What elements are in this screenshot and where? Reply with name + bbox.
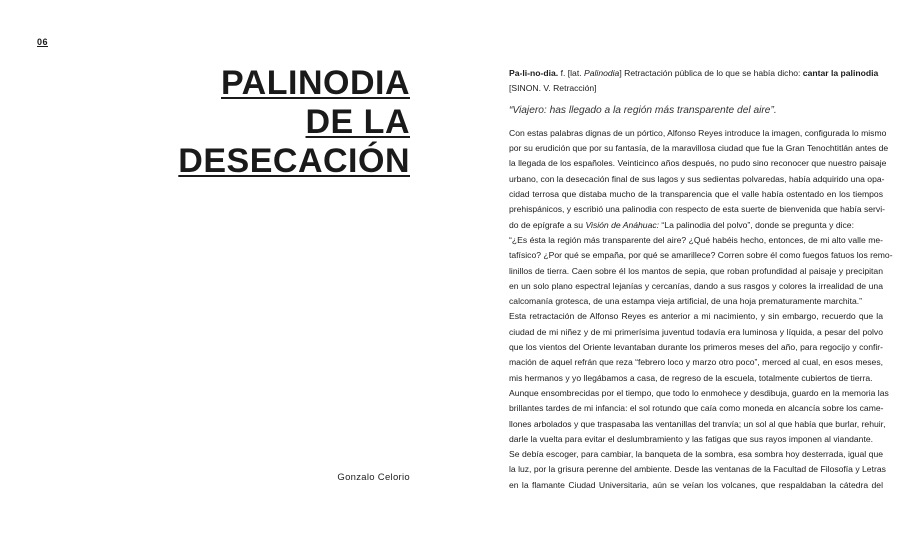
body-line: prehispánicos, y escribió una palinodia con respecto de esta suerte de bienvenida que había servi- (509, 204, 885, 215)
body-fragment: “La palinodia del polvo”, donde se pregunta y dice: (659, 219, 854, 230)
body-line: urbano, con la desecación final de sus lagos y sus sedientas polvaredas, había adquirido una opa- (509, 173, 885, 184)
body-line: calcomanía grotesca, de una estampa vieja artificial, de una hoja prematuramente marchita.” (509, 296, 863, 307)
title-line-3: DESECACIÓN (178, 142, 410, 180)
text-column (509, 66, 893, 493)
body-line: en un solo plano espectral lejanías y cercanías, dando a sus rasgos y colores la irrealidad de una (509, 280, 883, 291)
body-line: que los vientos del Oriente levantaban durante los primeros meses del año, para regocijo y confir- (509, 342, 883, 353)
title-line-2: DE LA (305, 103, 410, 141)
book-title: Visión de Anáhuac: (585, 219, 660, 230)
body-line: mación de aquel refrán que reza “febrero loco y marzo otro poco”, merced al cual, en esos meses, (509, 357, 884, 368)
synonym-note: [SINON. V. Retracción] (509, 83, 597, 94)
body-fragment: do de epígrafe a su (509, 219, 586, 230)
author-name: Gonzalo Celorio (337, 472, 410, 483)
body-line: brillantes tardes de mi infancia: el sol rotundo que caía como moneda en alcancía sobre los came- (509, 403, 884, 414)
meaning: ] Retractación pública de lo que se había dicho: (619, 68, 803, 78)
body-text (509, 126, 893, 493)
body-line: la llegada de los españoles. Veinticinco años después, no pudo sino reconocer que nuestro paisaje (509, 158, 887, 169)
body-line: linillos de tierra. Caen sobre él los mantos de sepia, que roban profundidad al paisaje y precipitan (509, 265, 883, 276)
body-line: mis hermanos y yo llegábamos a casa, de regreso de la escuela, totalmente cubiertos de tierra. (509, 372, 873, 383)
body-line: tafísico? ¿Por qué se empaña, por qué se amarillece? Corren sobre él como fuegos fatuos los remo- (509, 250, 893, 261)
dictionary-definition (509, 66, 883, 97)
body-line: “¿Es ésta la región más transparente del aire? ¿Qué habéis hecho, entonces, de mi alto valle me- (509, 234, 883, 245)
body-line: Con estas palabras dignas de un pórtico, Alfonso Reyes introduce la imagen, configurada lo mismo (509, 127, 887, 138)
page-number: 06 (37, 37, 49, 47)
title-line-1: PALINODIA (221, 64, 410, 102)
body-line: en la flamante Ciudad Universitaria, aún se veían los volcanes, que respaldaban la cátedra del (509, 479, 883, 490)
body-line: darle la vuelta para evitar el deslumbramiento y las fatigas que sus rayos imponen al viandante. (509, 433, 874, 444)
latin-term: Palinodia (583, 68, 620, 78)
body-line: Se debía escoger, para cambiar, la banqueta de la sombra, esa sombra hoy desterrada, igual que (509, 449, 883, 460)
article-title (178, 64, 410, 181)
body-line: Esta retractación de Alfonso Reyes es anterior a mi nacimiento, y sin embargo, recuerdo que la (509, 311, 883, 322)
body-line: Aunque ensombrecidas por el tiempo, que todo lo enmohece y desdibuja, guardo en la memoria las (509, 387, 889, 398)
grammar-note: f. [lat. (558, 68, 584, 78)
body-line: cidad terrosa que distaba mucho de la transparencia que el valle había ostentado en los tiempos (509, 189, 883, 200)
body-line: ciudad de mi niñez y de mi primerísima juventud todavía era luminosa y líquida, a pesar del polvo (509, 326, 883, 337)
epigraph: “Viajero: has llegado a la región más transparente del aire”. (509, 104, 777, 116)
body-line (509, 218, 883, 233)
headword: Pa-li-no-dia. (509, 68, 559, 78)
body-line: la luz, por la grisura perenne del ambiente. Desde las ventanas de la Facultad de Filosofía y Letras (509, 464, 886, 475)
body-line: llones arbolados y que traspasaba las ventanillas del tranvía; un sol al que había que burlar, rehuir, (509, 418, 886, 429)
usage-example: cantar la palinodia (802, 68, 879, 78)
body-line: por su erudición que por su fantasía, de la maravillosa ciudad que fue la Gran Tenochtitlán antes de (509, 143, 889, 154)
